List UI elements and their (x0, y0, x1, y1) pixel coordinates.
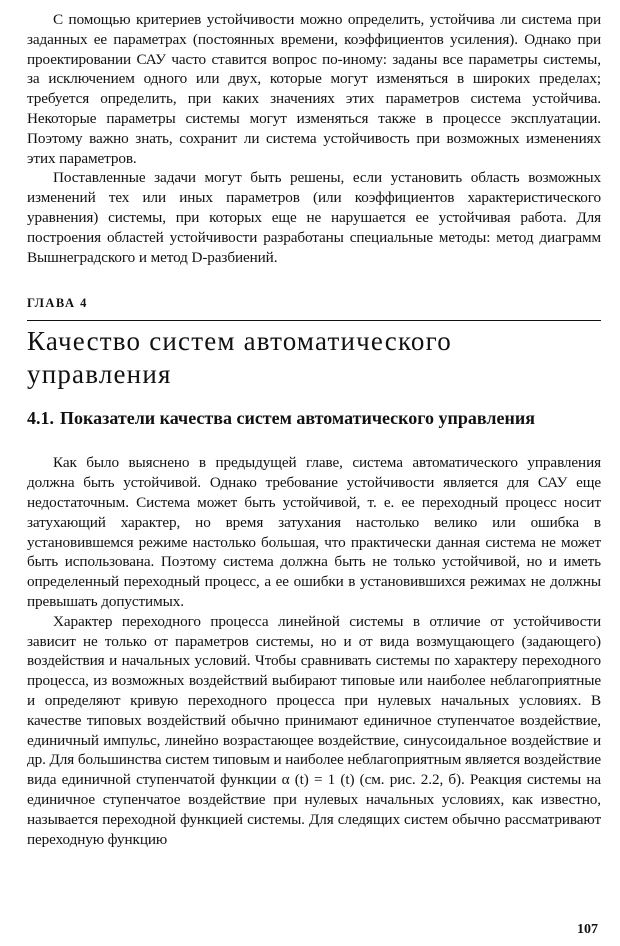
chapter-title: Качество систем автоматического управления (27, 326, 452, 390)
intro-paragraph-1: С помощью критериев устойчивости можно определить, устойчива ли система при заданных ее параметрах (постоянных времени, коэффициентов усиления). Однако при проектировании САУ часто ставится вопрос по-иному: заданы все параметры системы, за исключением одного или двух, которые могут изменяться в широких пределах; требуется определить, при каких значениях этих параметров система устойчива. Некоторые параметры системы могут изменяться также в процессе эксплуатации. Поэтому важно знать, сохранит ли система устойчивость при возможных изменениях этих параметров. (27, 11, 601, 167)
page-number: 107 (577, 922, 598, 937)
section-heading (27, 408, 601, 429)
section-number: 4.1. (27, 408, 54, 429)
chapter-label: ГЛАВА 4 (27, 296, 601, 321)
body-paragraph-2: Характер переходного процесса линейной системы в отличие от устойчивости зависит не только от параметров системы, но и от вида возмущающего (задающего) воздействия и начальных условий. Чтобы сравнивать системы по характеру переходного процесса, из возможных воздействий выбирают типовые или наиболее неблагоприятные и определяют кривую переходного процесса при нулевых начальных условиях. В качестве типовых воздействий обычно принимают единичное ступенчатое воздействие, единичный импульс, линейно возрастающее воздействие, синусоидальное воздействие и др. Для большинства систем типовым и наиболее неблагоприятным является воздействие вида единичной ступенчатой функции α (t) = 1 (t) (см. рис. 2.2, б). Реакция системы на единичное ступенчатое воздействие при нулевых начальных условиях, как известно, называется переходной функцией системы. Для следящих систем обычно рассматривают переходную функцию (27, 612, 601, 848)
body-paragraph-1: Как было выяснено в предыдущей главе, система автоматического управления должна быть устойчивой. Однако требование устойчивости является для САУ еще недостаточным. Система может быть устойчивой, т. е. ее переходный процесс носит затухающий характер, но время затухания настолько велико или ошибка в установившемся режиме настолько большая, что практически данная система не может быть использована. Поэтому система должна быть не только устойчивой, но и иметь определенный переходный процесс, а ее ошибки в установившихся режимах не должны превышать допустимых. (27, 454, 601, 610)
intro-paragraph-2: Поставленные задачи могут быть решены, если установить область возможных изменений тех или иных параметров (или коэффициентов характеристического уравнения) системы, при которых еще не нарушается ее устойчивая работа. Для построения областей устойчивости разработаны специальные методы: метод диаграмм Вышнеградского и метод D-разбиений. (27, 169, 601, 266)
book-page (27, 10, 601, 849)
section-title: Показатели качества систем автоматического управления (60, 408, 535, 429)
